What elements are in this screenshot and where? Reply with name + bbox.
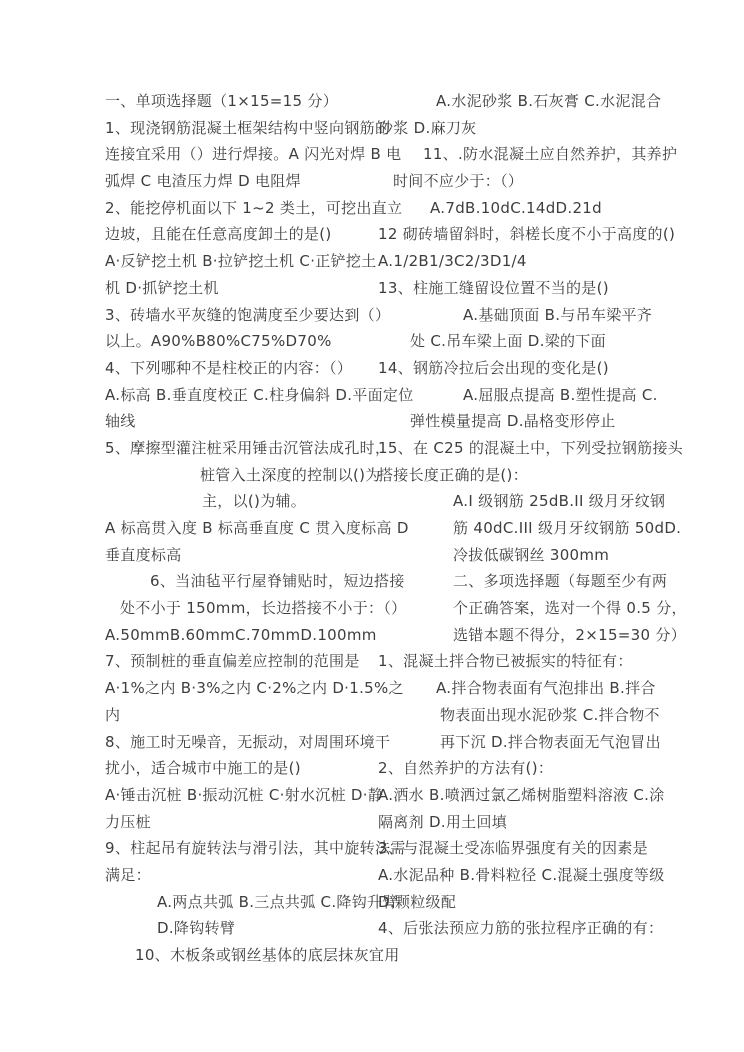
text-line: 轴线	[105, 412, 136, 431]
text-line: 边坡，且能在任意高度卸土的是()	[105, 225, 332, 244]
text-line: 14、钢筋冷拉后会出现的变化是()	[378, 358, 609, 377]
text-line: 处不小于 150mm，长边搭接不小于：（）	[120, 599, 407, 618]
text-line: 垂直度标高	[105, 545, 182, 564]
text-line: 筋 40dC.III 级月牙纹钢筋 50dD.	[453, 519, 682, 537]
text-line: 内	[105, 705, 121, 724]
text-line: 1、混凝土拌合物已被振实的特征有：	[378, 652, 633, 671]
text-line: 砂浆 D.麻刀灰	[378, 118, 477, 137]
text-line: A.水泥砂浆 B.石灰膏 C.水泥混合	[436, 92, 662, 110]
text-line: 隔离剂 D.用土回填	[378, 812, 508, 831]
text-line: 一、单项选择题（1×15=15 分）	[105, 92, 339, 110]
text-line: 5、摩擦型灌注桩采用锤击沉管法成孔时，	[105, 438, 391, 457]
text-line: A.拌合物表面有气泡排出 B.拌合	[436, 679, 656, 698]
text-line: A.水泥品种 B.骨料粒径 C.混凝土强度等级	[378, 865, 665, 884]
text-line: 弧焊 C 电渣压力焊 D 电阻焊	[105, 172, 301, 191]
text-line: A·锤击沉桩 B·振动沉桩 C·射水沉桩 D·静	[105, 785, 384, 804]
text-line: 9、柱起吊有旋转法与滑引法，其中旋转法需	[105, 839, 406, 858]
text-line: 4、下列哪种不是柱校正的内容：（）	[105, 358, 353, 377]
text-line: 3、与混凝土受冻临界强度有关的因素是	[378, 839, 648, 858]
text-line: 连接宜采用（）进行焊接。A 闪光对焊 B 电	[105, 145, 402, 164]
right-text-column	[378, 88, 687, 942]
text-line: 力压桩	[105, 812, 151, 831]
text-line: 弹性模量提高 D.晶格变形停止	[410, 412, 616, 431]
text-line: A.屈服点提高 B.塑性提高 C.	[463, 385, 658, 404]
text-line: D.降钩转臂	[157, 919, 236, 938]
text-line: A.两点共弧 B.三点共弧 C.降钩升臂	[157, 892, 398, 911]
text-line: 13、柱施工缝留设位置不当的是()	[378, 278, 609, 297]
text-line: 选错本题不得分，2×15=30 分）	[453, 625, 687, 644]
text-line: 10、木板条或钢丝基体的底层抹灰宜用	[135, 946, 400, 964]
text-line: 时间不应少于：（）	[393, 172, 524, 191]
text-line: A.50mmB.60mmC.70mmD.100mm	[105, 625, 377, 644]
text-line: 机 D·抓铲挖土机	[105, 278, 219, 297]
text-line: 冷拔低碳钢丝 300mm	[453, 545, 610, 564]
text-line: 15、在 C25 的混凝土中，下列受拉钢筋接头	[378, 438, 684, 457]
text-line: 二、多项选择题（每题至少有两	[453, 572, 668, 591]
text-line: 11、.防水混凝土应自然养护，其养护	[423, 145, 678, 164]
text-line: 6、当油毡平行屋脊铺贴时，短边搭接	[150, 572, 405, 591]
text-line: 3、砖墙水平灰缝的饱满度至少要达到（）	[105, 305, 391, 324]
text-line: 2、能挖停机面以下 1~2 类土，可挖出直立	[105, 198, 403, 217]
text-line: 搭接长度正确的是()：	[378, 465, 529, 484]
text-line: D.颗粒级配	[378, 892, 457, 911]
text-line: 个正确答案，选对一个得 0.5 分，	[453, 599, 687, 618]
text-line: 桩管入土深度的控制以()为	[200, 465, 381, 484]
text-line: 8、施工时无噪音，无振动，对周围环境干	[105, 732, 391, 751]
text-line: A.1/2B1/3C2/3D1/4	[378, 252, 527, 271]
text-line: A.洒水 B.喷洒过氯乙烯树脂塑料溶液 C.涂	[378, 785, 665, 804]
text-line: 12 砌砖墙留斜时，斜槎长度不小于高度的()	[378, 225, 676, 244]
text-line: A.基础顶面 B.与吊车梁平齐	[463, 305, 653, 324]
left-text-column	[105, 88, 414, 969]
text-line: 以上。A90%B80%C75%D70%	[105, 332, 332, 351]
text-line: 2、自然养护的方法有()：	[378, 759, 554, 778]
text-line: 处 C.吊车梁上面 D.梁的下面	[410, 332, 606, 351]
text-line: 主，以()为辅。	[202, 492, 307, 511]
text-line: 物表面出现水泥砂浆 C.拌合物不	[440, 705, 660, 724]
text-line: 再下沉 D.拌合物表面无气泡冒出	[440, 732, 661, 751]
text-line: A.标高 B.垂直度校正 C.柱身偏斜 D.平面定位	[105, 385, 414, 404]
text-line: 满足：	[105, 865, 151, 884]
text-line: 扰小，适合城市中施工的是()	[105, 759, 301, 778]
text-line: 4、后张法预应力筋的张拉程序正确的有：	[378, 919, 664, 938]
text-line: A.I 级钢筋 25dB.II 级月牙纹钢	[453, 492, 666, 511]
text-line: A·反铲挖土机 B·拉铲挖土机 C·正铲挖土	[105, 252, 377, 271]
text-line: 1、现浇钢筋混凝土框架结构中竖向钢筋的	[105, 118, 391, 137]
text-line: A·1%之内 B·3%之内 C·2%之内 D·1.5%之	[105, 679, 404, 698]
text-line: A.7dB.10dC.14dD.21d	[430, 198, 602, 217]
text-line: A 标高贯入度 B 标高垂直度 C 贯入度标高 D	[105, 519, 409, 537]
text-line: 7、预制桩的垂直偏差应控制的范围是	[105, 652, 360, 671]
